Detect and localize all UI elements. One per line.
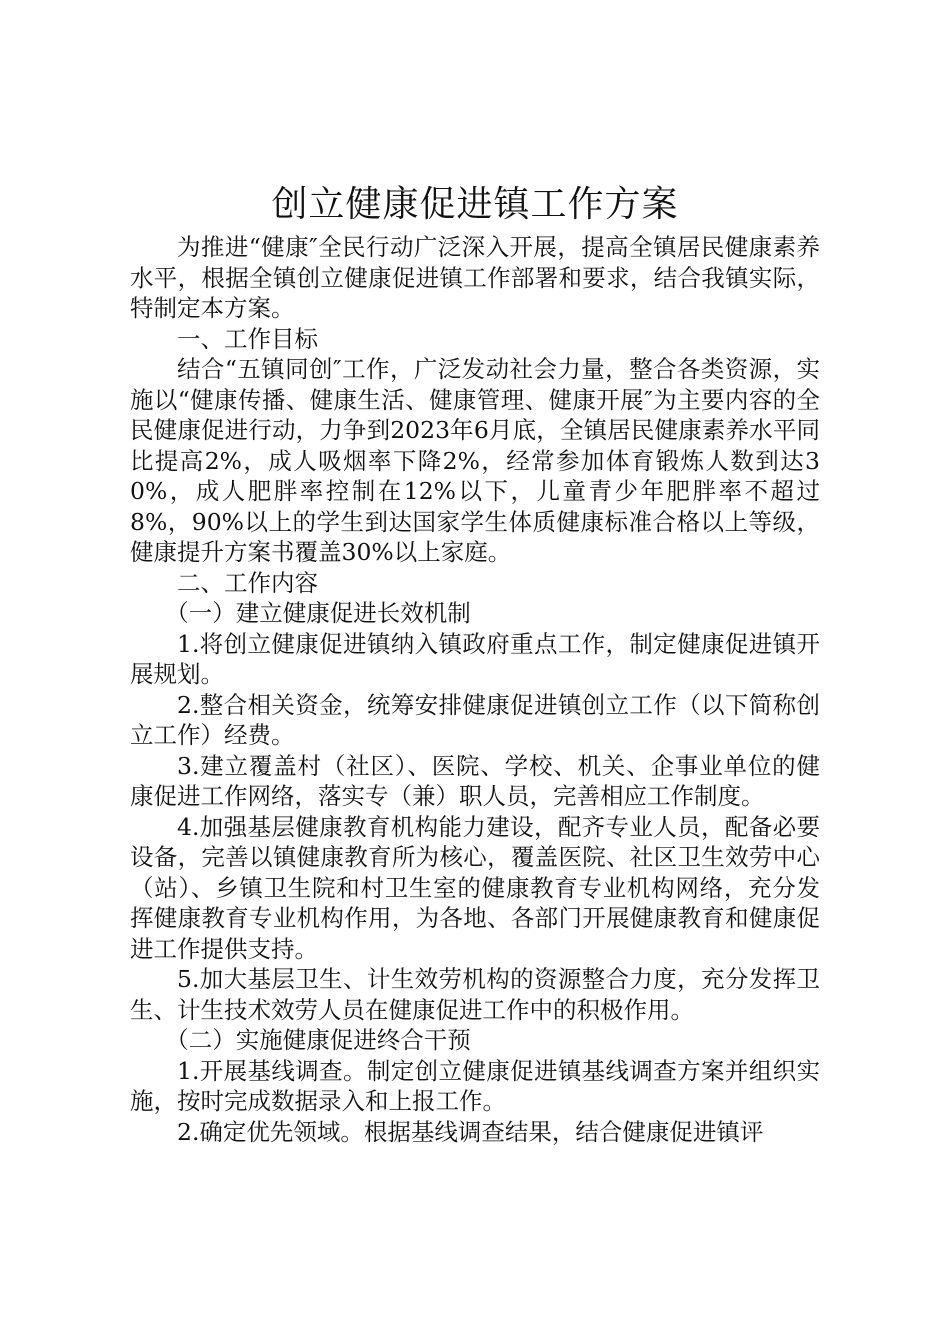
section-heading-content: 二、工作内容 (177, 568, 318, 597)
document-body (130, 232, 820, 1147)
list-item: 2.整合相关资金，统筹安排健康促进镇创立工作（以下简称创立工作）经费。 (130, 690, 820, 749)
list-item: 2.确定优先领域。根据基线调查结果，结合健康促进镇评 (177, 1117, 764, 1146)
goals-paragraph: 结合“五镇同创″工作，广泛发动社会力量，整合各类资源，实施以“健康传播、健康生活、健康管理、健康开展″为主要内容的全民健康促进行动，力争到2023年6月底，全镇居民健康素养水平同比提高2%，成人吸烟率下降2%，经常参加体育锻炼人数到达30%，成人肥胖率控制在12%以下，儿童青少年肥胖率不超过8%，90%以上的学生到达国家学生体质健康标准合格以上等级，健康提升方案书覆盖30%以上家庭。 (130, 355, 820, 566)
intro-paragraph: 为推进“健康″全民行动广泛深入开展，提高全镇居民健康素养水平，根据全镇创立健康促进镇工作部署和要求，结合我镇实际，特制定本方案。 (130, 233, 820, 322)
list-item: 1.开展基线调查。制定创立健康促进镇基线调查方案并组织实施，按时完成数据录入和上报工作。 (130, 1056, 820, 1115)
page-title: 创立健康促进镇工作方案 (271, 184, 679, 225)
list-item: 1.将创立健康促进镇纳入镇政府重点工作，制定健康促进镇开展规划。 (130, 629, 820, 688)
list-item: 5.加大基层卫生、计生效劳机构的资源整合力度，充分发挥卫生、计生技术效劳人员在健康促进工作中的积极作用。 (130, 965, 820, 1024)
subsection-heading-mechanism: （一）建立健康促进长效机制 (165, 599, 471, 627)
list-item: 4.加强基层健康教育机构能力建设，配齐专业人员，配备必要设备，完善以镇健康教育所为核心，覆盖医院、社区卫生效劳中心（站）、乡镇卫生院和村卫生室的健康教育专业机构网络，充分发挥健康教育专业机构作用，为各地、各部门开展健康教育和健康促进工作提供支持。 (130, 812, 820, 963)
section-heading-goals: 一、工作目标 (177, 324, 318, 353)
subsection-heading-intervention: （二）实施健康促进终合干预 (165, 1026, 471, 1054)
list-item: 3.建立覆盖村（社区）、医院、学校、机关、企事业单位的健康促进工作网络，落实专（兼）职人员，完善相应工作制度。 (130, 751, 820, 810)
